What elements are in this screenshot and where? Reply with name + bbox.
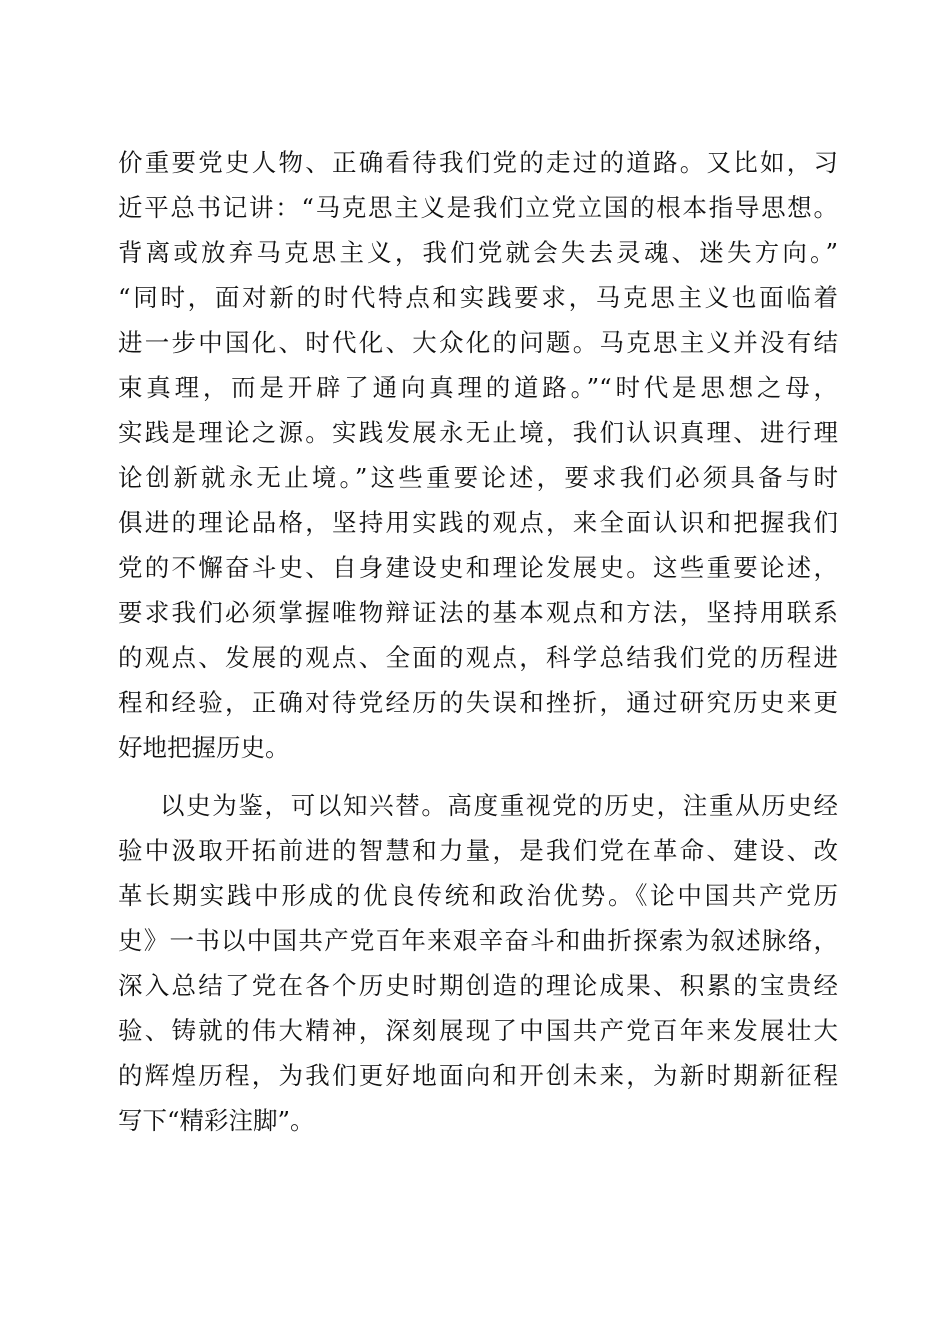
paragraph-line: “同时，面对新的时代特点和实践要求，马克思主义也面临着	[118, 283, 838, 312]
paragraph-line: 革长期实践中形成的优良传统和政治优势。《论中国共产党历	[118, 881, 838, 910]
paragraph-line: 验、铸就的伟大精神，深刻展现了中国共产党百年来发展壮大	[118, 1016, 838, 1045]
paragraph-2	[118, 783, 838, 1143]
paragraph-1	[118, 140, 838, 770]
paragraph-line: 写下“精彩注脚”。	[118, 1106, 315, 1135]
paragraph-line: 论创新就永无止境。”这些重要论述，要求我们必须具备与时	[118, 463, 838, 492]
paragraph-spacer	[118, 770, 838, 783]
paragraph-line: 深入总结了党在各个历史时期创造的理论成果、积累的宝贵经	[118, 971, 838, 1000]
paragraph-line: 俱进的理论品格，坚持用实践的观点，来全面认识和把握我们	[118, 508, 838, 537]
paragraph-line: 价重要党史人物、正确看待我们党的走过的道路。又比如，习	[118, 148, 838, 177]
paragraph-line: 以史为鉴，可以知兴替。高度重视党的历史，注重从历史经	[160, 791, 838, 820]
paragraph-line: 程和经验，正确对待党经历的失误和挫折，通过研究历史来更	[118, 688, 838, 717]
paragraph-line: 进一步中国化、时代化、大众化的问题。马克思主义并没有结	[118, 328, 838, 357]
paragraph-line: 实践是理论之源。实践发展永无止境，我们认识真理、进行理	[118, 418, 838, 447]
paragraph-line: 的观点、发展的观点、全面的观点，科学总结我们党的历程进	[118, 643, 838, 672]
paragraph-line: 束真理，而是开辟了通向真理的道路。”“时代是思想之母，	[118, 373, 838, 402]
paragraph-line: 的辉煌历程，为我们更好地面向和开创未来，为新时期新征程	[118, 1061, 838, 1090]
paragraph-line: 党的不懈奋斗史、自身建设史和理论发展史。这些重要论述，	[118, 553, 838, 582]
paragraph-line: 要求我们必须掌握唯物辩证法的基本观点和方法，坚持用联系	[118, 598, 838, 627]
paragraph-line: 背离或放弃马克思主义，我们党就会失去灵魂、迷失方向。”	[118, 238, 838, 267]
paragraph-line: 好地把握历史。	[118, 733, 290, 762]
paragraph-line: 验中汲取开拓前进的智慧和力量，是我们党在革命、建设、改	[118, 836, 838, 865]
document-body	[118, 140, 838, 1143]
paragraph-line: 史》一书以中国共产党百年来艰辛奋斗和曲折探索为叙述脉络，	[118, 926, 838, 955]
paragraph-line: 近平总书记讲：“马克思主义是我们立党立国的根本指导思想。	[118, 193, 838, 222]
